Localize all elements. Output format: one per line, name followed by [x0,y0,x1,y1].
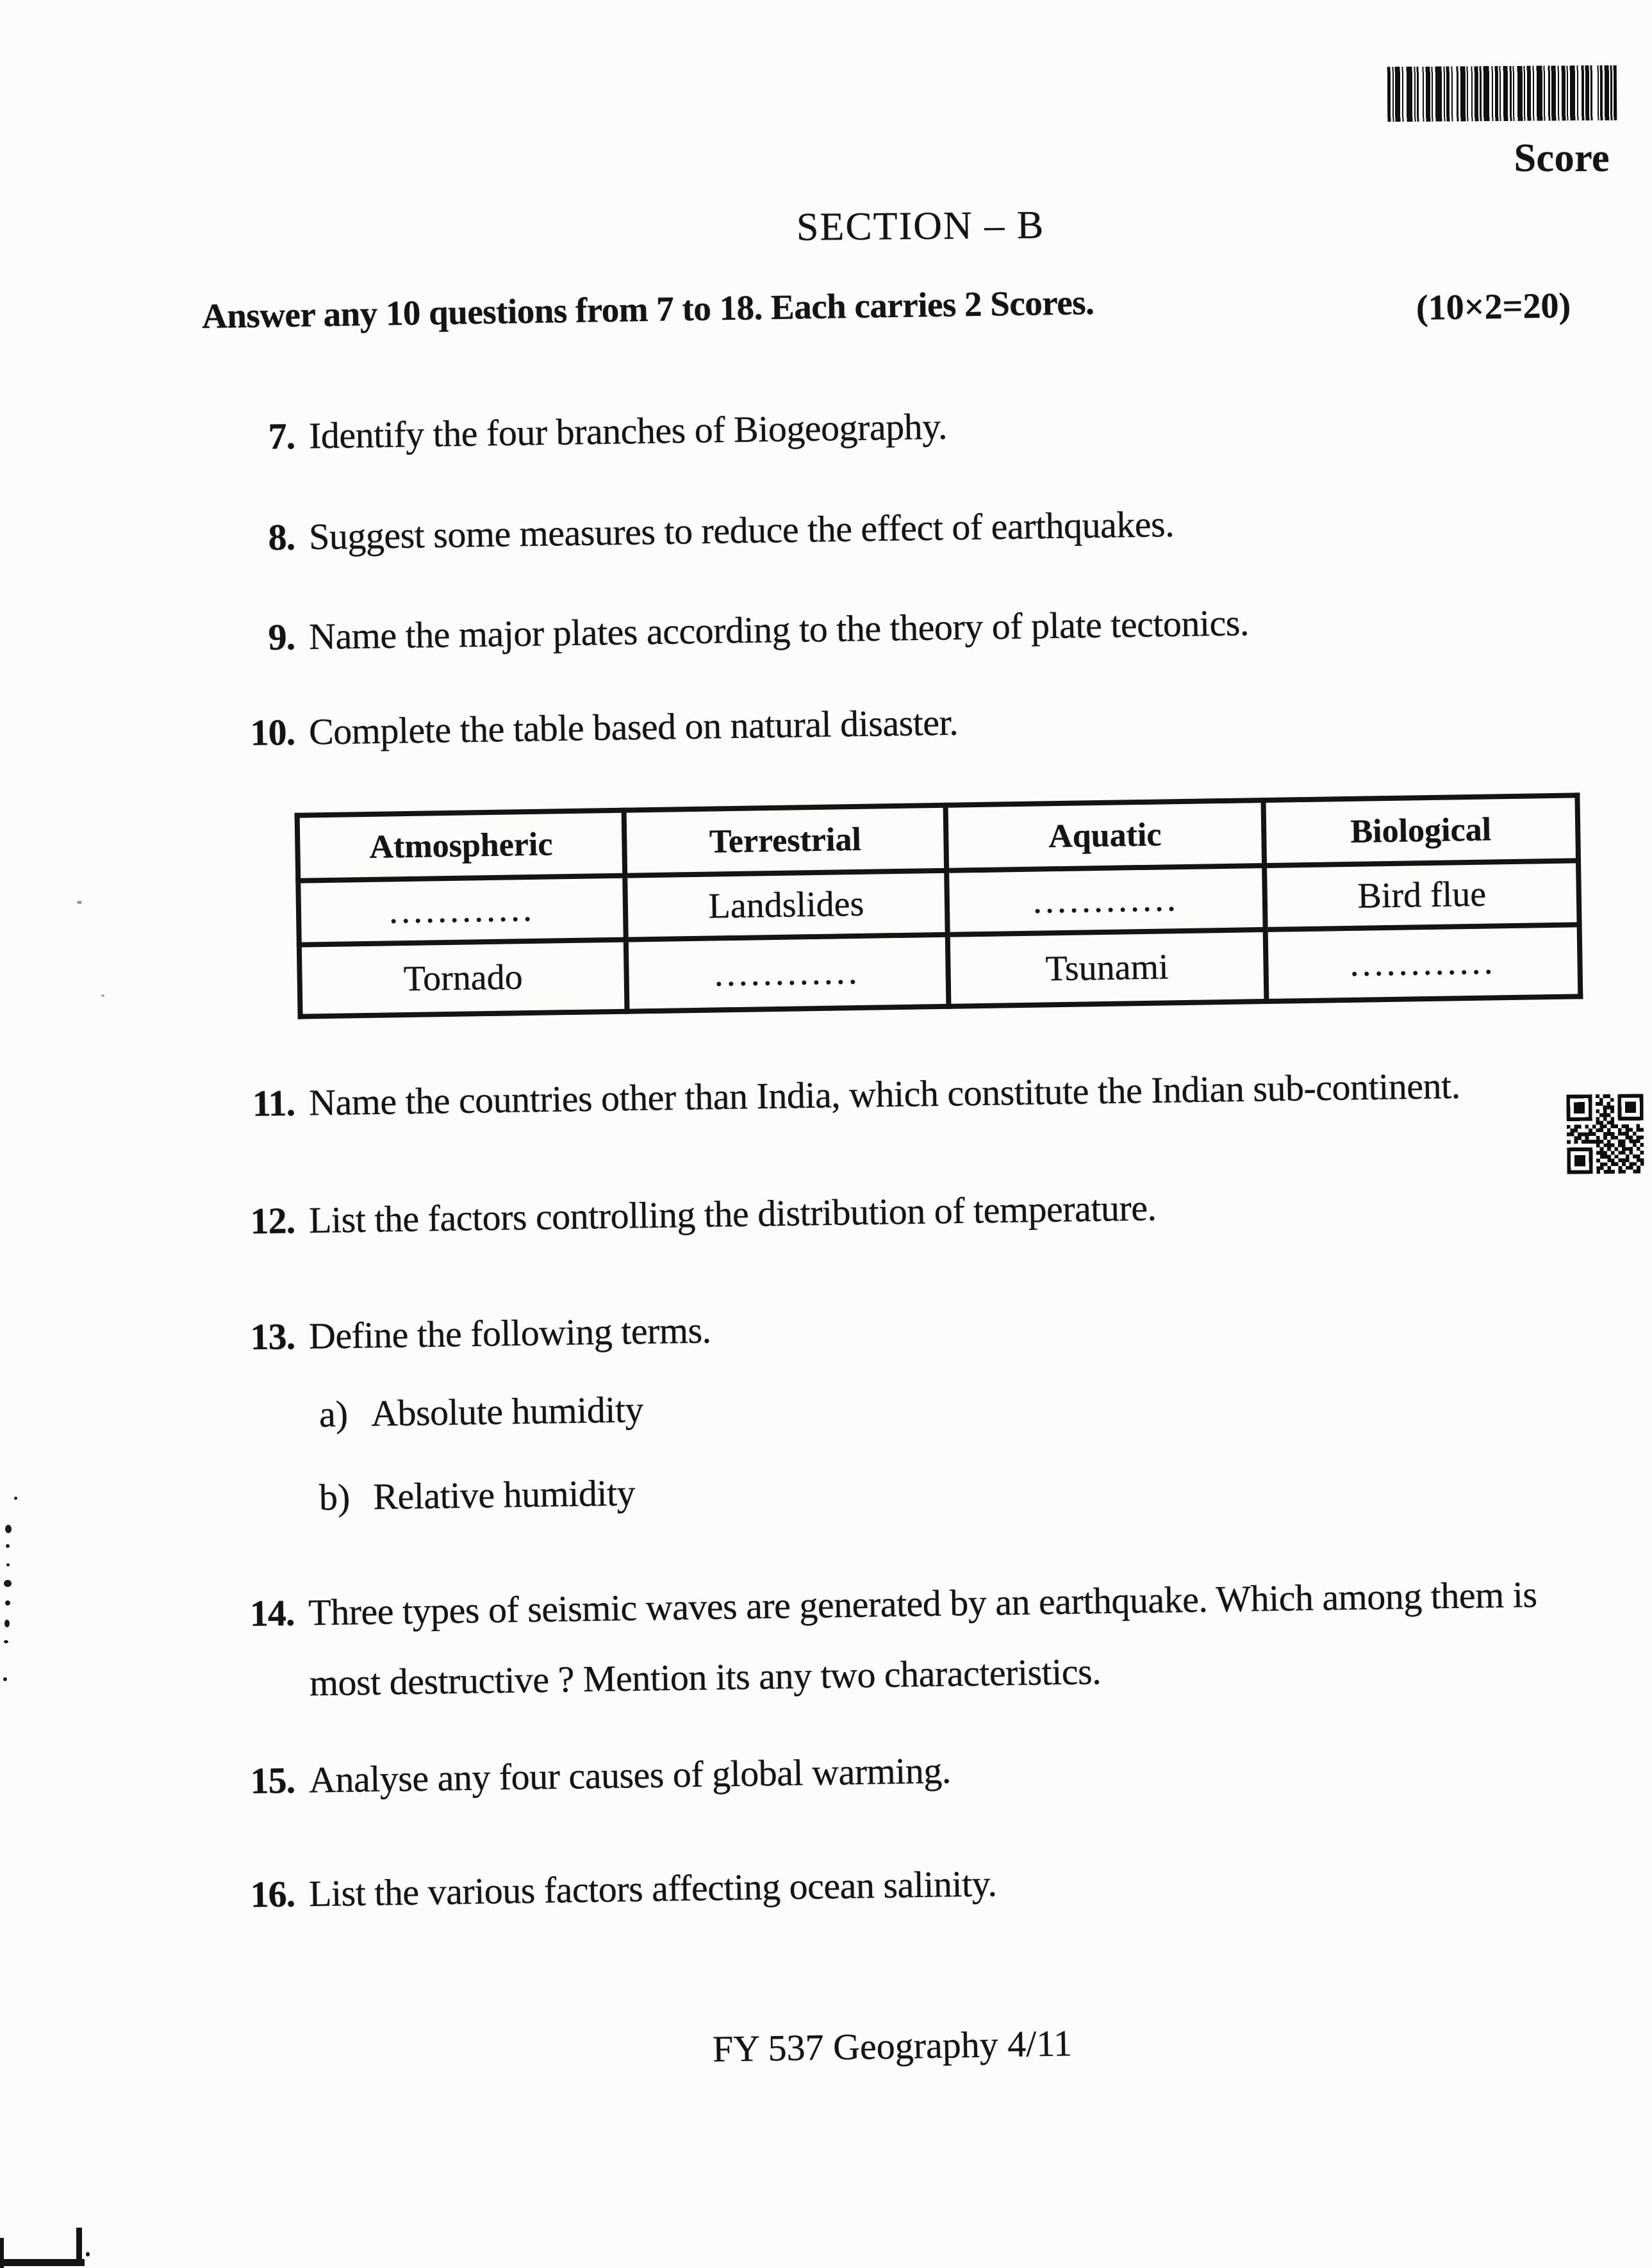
subquestion-text: Relative humidity [372,1472,636,1518]
disaster-table [295,793,1583,1019]
question-9 [235,588,1249,673]
question-10 [235,687,959,769]
question-number: 12. [250,1199,295,1242]
table-header-aquatic: Aquatic [946,800,1265,871]
question-text: List the various factors affecting ocean salinity. [308,1862,997,1915]
question-11 [235,1051,1460,1139]
question-8 [235,489,1175,573]
subquestion-b [318,1458,636,1533]
scan-speck [4,1620,10,1627]
scan-speck [101,994,104,997]
question-text: Identify the four branches of Biogeography. [308,405,948,457]
question-number: 14. [249,1591,295,1634]
question-text: Analyse any four causes of global warming. [308,1749,952,1801]
table-cell-blank: ............ [626,935,949,1012]
question-14 [235,1559,1538,1720]
question-12 [235,1172,1157,1256]
question-text: Name the countries other than India, which constitute the Indian sub-continent. [308,1064,1461,1124]
scan-speck [4,1580,12,1587]
question-text: Name the major plates according to the theory of plate tectonics. [308,602,1250,658]
qr-code-icon [1566,1094,1644,1174]
table-cell: Tsunami [948,930,1267,1007]
question-number: 9. [268,616,295,658]
table-cell-blank: ............ [946,866,1266,935]
question-number: 7. [268,415,295,457]
table-cell-blank: ............ [298,876,626,945]
question-7 [235,391,947,472]
scan-speck [5,1600,10,1606]
question-text: Complete the table based on natural disaster. [308,701,959,753]
scan-speck [14,1497,17,1500]
corner-mark-vertical [76,2228,82,2264]
subquestion-label: b) [318,1475,351,1518]
scan-speck [5,1525,12,1533]
table-header-atmospheric: Atmospheric [297,810,625,881]
table-cell: Landslides [625,871,948,940]
score-label: Score [1514,136,1610,180]
question-text: Three types of seismic waves are generated by an earthquake. Which among them is most destructive ? Mention its any two characteristics. [308,1573,1537,1704]
section-title: SECTION – B [796,203,1045,249]
corner-mark-dot [86,2252,90,2256]
edge-mark [0,2238,4,2268]
scan-speck [6,1563,10,1566]
question-15 [235,1736,951,1817]
scan-speck [4,1640,8,1643]
question-text: Define the following terms. [308,1309,711,1357]
question-text: Suggest some measures to reduce the effect of earthquakes. [308,503,1175,558]
table-cell-blank: ............ [1266,924,1581,1001]
question-16 [235,1848,997,1930]
marks-scheme: (10×2=20) [1416,286,1571,328]
table-cell: Tornado [299,940,627,1017]
scan-speck [77,901,82,904]
question-number: 11. [252,1081,295,1124]
scan-speck [3,1677,7,1681]
instruction-text: Answer any 10 questions from 7 to 18. Each carries 2 Scores. [201,283,1094,336]
question-13 [235,1295,711,1373]
question-text: List the factors controlling the distribution of temperature. [308,1187,1157,1241]
table-cell: Bird flue [1264,860,1580,930]
question-number: 15. [250,1759,295,1802]
question-number: 13. [250,1315,295,1358]
page-footer: FY 537 Geography 4/11 [712,2022,1073,2070]
barcode-icon [1387,65,1617,122]
subquestion-label: a) [318,1393,349,1435]
table-header-terrestrial: Terrestrial [624,805,947,876]
question-number: 8. [268,516,295,559]
subquestion-a [318,1374,644,1449]
question-number: 10. [250,711,295,754]
subquestion-text: Absolute humidity [370,1388,644,1434]
question-number: 16. [250,1873,295,1916]
table-header-biological: Biological [1263,795,1578,866]
scan-speck [6,1544,10,1548]
corner-mark-horizontal [0,2259,85,2266]
